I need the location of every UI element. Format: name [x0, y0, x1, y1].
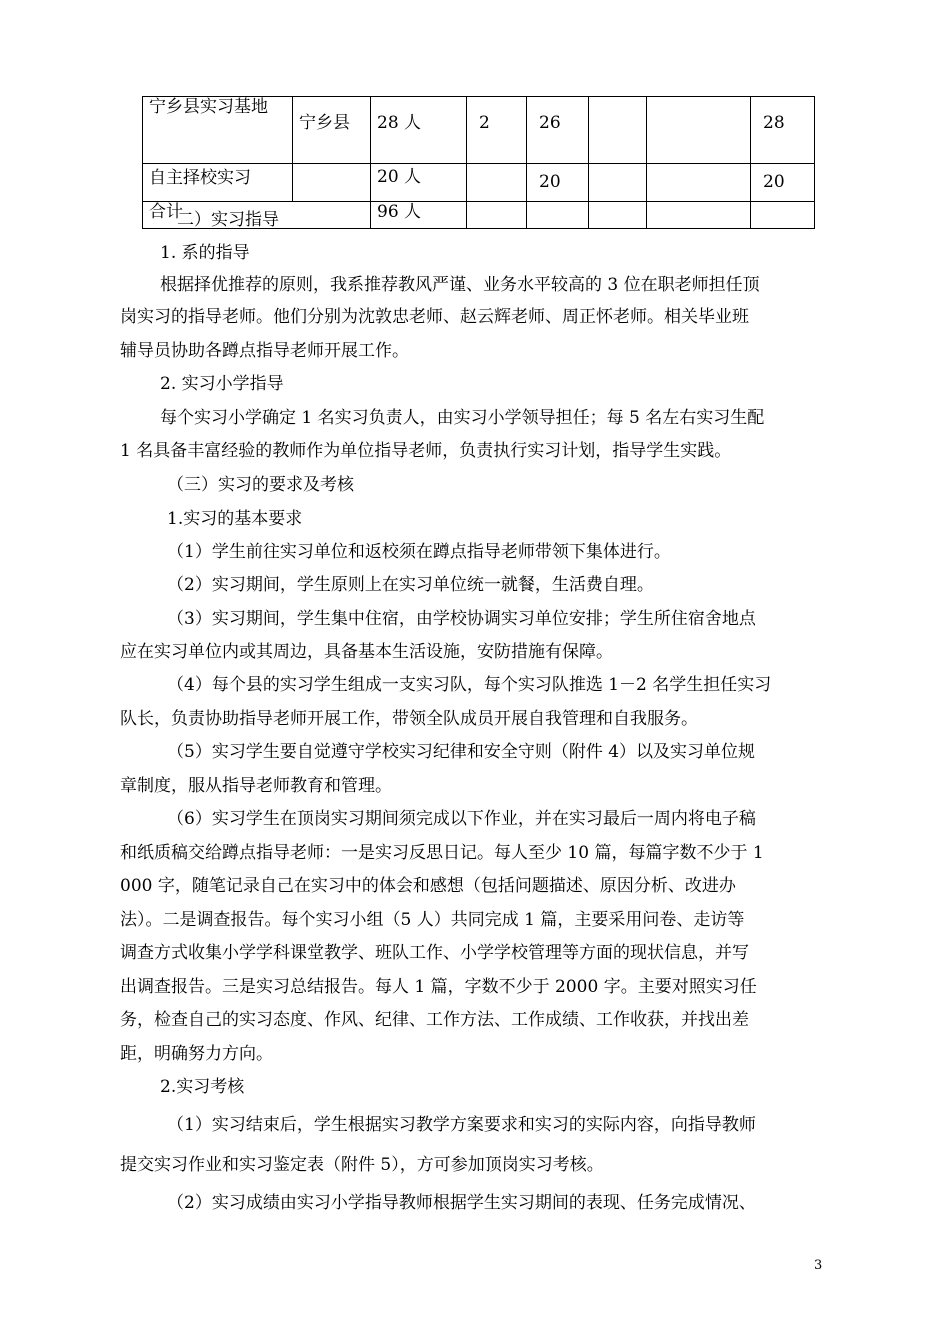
paragraph-line: 章制度，服从指导老师教育和管理。 [120, 776, 392, 796]
paragraph-line: （4）每个县的实习学生组成一支实习队，每个实习队推选 1－2 名学生担任实习 [167, 675, 772, 695]
table-cell [647, 97, 751, 164]
table-row [143, 164, 815, 202]
table-cell [751, 202, 815, 229]
table-row [143, 97, 815, 164]
page-number: 3 [814, 1258, 823, 1273]
table-cell: 自主择校实习 [143, 164, 293, 202]
table-cell [467, 164, 527, 202]
paragraph-line: 每个实习小学确定 1 名实习负责人，由实习小学领导担任；每 5 名左右实习生配 [160, 408, 765, 428]
table-cell: 96 人 [371, 202, 467, 229]
paragraph-line: 提交实习作业和实习鉴定表（附件 5），方可参加顶岗实习考核。 [120, 1155, 604, 1175]
paragraph-line: 队长，负责协助指导老师开展工作，带领全队成员开展自我管理和自我服务。 [120, 709, 698, 729]
table-cell [647, 164, 751, 202]
paragraph-line: 应在实习单位内或其周边，具备基本生活设施，安防措施有保障。 [120, 642, 613, 662]
table-cell [293, 164, 371, 202]
paragraph-line: 岗实习的指导老师。他们分别为沈敦忠老师、赵云辉老师、周正怀老师。相关毕业班 [120, 307, 749, 327]
paragraph-line: 1 名具备丰富经验的教师作为单位指导老师，负责执行实习计划，指导学生实践。 [120, 441, 732, 461]
paragraph-line: （2）实习成绩由实习小学指导教师根据学生实习期间的表现、任务完成情况、 [167, 1193, 756, 1213]
paragraph-line: 务，检查自己的实习态度、作风、纪律、工作方法、工作成绩、工作收获，并找出差 [120, 1010, 749, 1030]
table-cell: 26 [527, 97, 589, 164]
paragraph-line: （2）实习期间，学生原则上在实习单位统一就餐，生活费自理。 [167, 575, 654, 595]
table-cell: 28 人 [371, 97, 467, 164]
section-heading: 二）实习指导 [177, 210, 279, 230]
section-heading: （三）实习的要求及考核 [167, 475, 354, 495]
table-cell: 宁乡县实习基地 [143, 97, 293, 164]
paragraph-line: 根据择优推荐的原则，我系推荐教风严谨、业务水平较高的 3 位在职老师担任顶 [160, 275, 760, 295]
subsection-heading: 2.实习考核 [160, 1077, 245, 1097]
paragraph-line: 000 字，随笔记录自己在实习中的体会和感想（包括问题描述、原因分析、改进办 [120, 876, 736, 896]
paragraph-line: 辅导员协助各蹲点指导老师开展工作。 [120, 341, 409, 361]
table-cell: 宁乡县 [293, 97, 371, 164]
table-cell: 20 [751, 164, 815, 202]
paragraph-line: 出调查报告。三是实习总结报告。每人 1 篇，字数不少于 2000 字。主要对照实习任 [120, 977, 757, 997]
table-cell: 合计 [143, 202, 371, 229]
table-cell: 20 人 [371, 164, 467, 202]
table-cell: 28 [751, 97, 815, 164]
subsection-heading: 1.实习的基本要求 [167, 509, 303, 529]
table-cell [527, 202, 589, 229]
table-cell [647, 202, 751, 229]
paragraph-line: （1）实习结束后，学生根据实习教学方案要求和实习的实际内容，向指导教师 [167, 1115, 756, 1135]
table-cell: 2 [467, 97, 527, 164]
subsection-heading: 2. 实习小学指导 [160, 374, 284, 394]
subsection-heading: 1. 系的指导 [160, 243, 250, 263]
table-cell [589, 164, 647, 202]
paragraph-line: 和纸质稿交给蹲点指导老师：一是实习反思日记。每人至少 10 篇，每篇字数不少于 1 [120, 843, 764, 863]
paragraph-line: （3）实习期间，学生集中住宿，由学校协调实习单位安排；学生所住宿舍地点 [167, 609, 756, 629]
table-cell [589, 202, 647, 229]
paragraph-line: 调查方式收集小学学科课堂教学、班队工作、小学学校管理等方面的现状信息，并写 [120, 943, 749, 963]
paragraph-line: （6）实习学生在顶岗实习期间须完成以下作业，并在实习最后一周内将电子稿 [167, 809, 756, 829]
table-cell: 20 [527, 164, 589, 202]
table-cell [467, 202, 527, 229]
paragraph-line: （5）实习学生要自觉遵守学校实习纪律和安全守则（附件 4）以及实习单位规 [167, 742, 756, 762]
paragraph-line: 距，明确努力方向。 [120, 1044, 273, 1064]
table-cell [589, 97, 647, 164]
paragraph-line: （1）学生前往实习单位和返校须在蹲点指导老师带领下集体进行。 [167, 542, 671, 562]
paragraph-line: 法）。二是调查报告。每个实习小组（5 人）共同完成 1 篇，主要采用问卷、走访等 [120, 910, 745, 930]
